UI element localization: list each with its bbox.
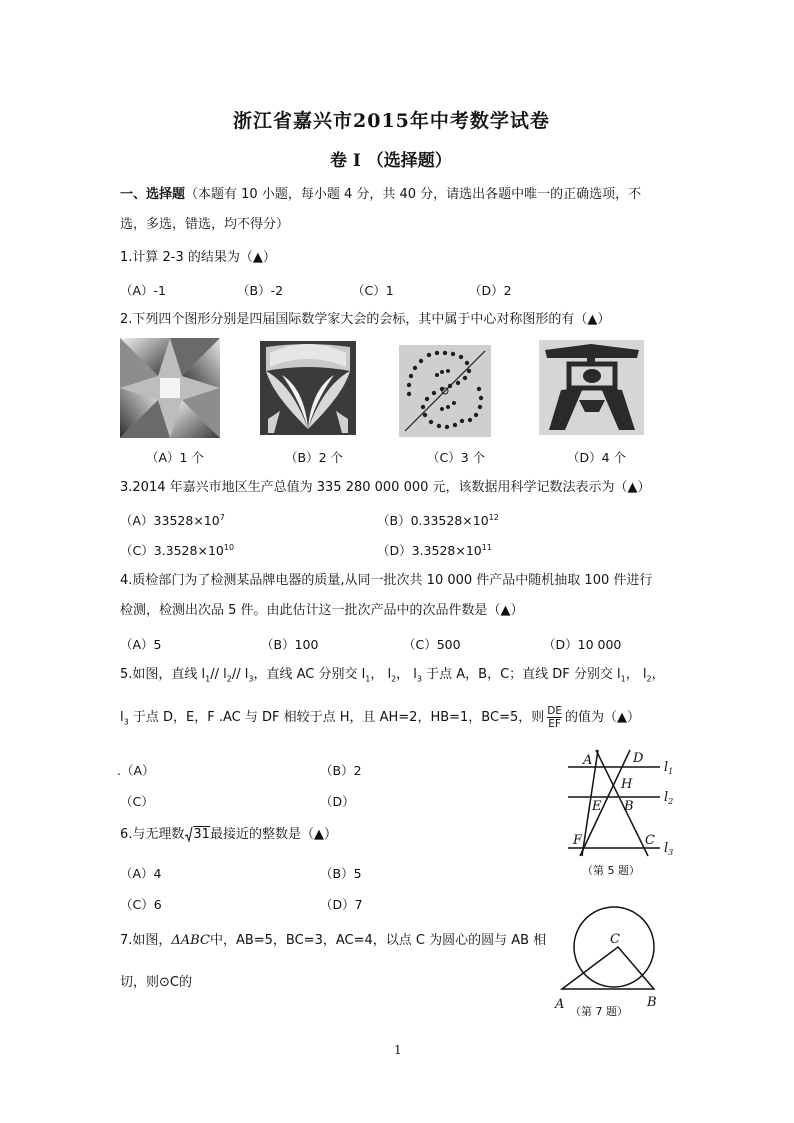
section-desc-line2: 选，多选，错选，均不得分） (120, 217, 290, 232)
q5-label-d: D (633, 751, 644, 766)
q3-option-d: $(D)3.3528\times 10^{11}$ (377, 542, 492, 558)
q5-label-a: A (583, 753, 593, 768)
page-number: 1 (394, 1043, 402, 1057)
q2-option-c: （C）3 个 (427, 450, 486, 465)
q5-label-b: B (624, 799, 634, 814)
q3-option-c: $(C)3.3528\times 10^{10}$ (120, 542, 235, 558)
q7-stem-line1: 7.如图，ΔABC中，AB=5，BC=3，AC=4，以点 C 为圆心的圆与 AB 相 (120, 933, 547, 948)
q2-option-d: （D）4 个 (567, 450, 627, 465)
q4-option-c: （C）500 (403, 637, 461, 652)
q5-figure (560, 740, 685, 880)
q2-stem: 2.下列四个图形分别是四届国际数学家大会的会标，其中属于中心对称图形的有（▲） (120, 312, 611, 327)
q4-option-b: （B）100 (261, 637, 319, 652)
section-subtitle: 卷 I （选择题） (330, 151, 452, 171)
q3-option-b: $(B)0.33528\times 10^{12}$ (377, 512, 499, 528)
q5-label-f: F (573, 833, 583, 848)
q2-option-a: （A）1 个 (146, 450, 204, 465)
q4-stem-line2: 检测，检测出次品 5 件。由此估计这一批次产品中的次品件数是（▲） (120, 603, 524, 618)
q5-label-l2: $l_2$ (664, 790, 674, 806)
q3-option-a: $(A)33528\times 10^7$ (120, 512, 225, 528)
q5-option-c: （C） (120, 794, 154, 809)
q5-option-b: （B）2 (320, 763, 362, 778)
q6-option-d: （D）7 (320, 897, 363, 912)
q1-option-d: （D）2 (469, 283, 512, 298)
q5-label-l1: $l_1$ (664, 760, 674, 776)
section-instructions (120, 186, 641, 204)
q6-option-b: （B）5 (320, 866, 362, 881)
q4-stem-line1: 4.质检部门为了检测某品牌电器的质量,从同一批次共 10 000 件产品中随机抽取 100 件进行 (120, 573, 653, 588)
q7-label-b: B (647, 995, 657, 1010)
q7-stem-line2: 切，则⊙C的 (120, 975, 192, 990)
q1-option-a: （A）-1 (120, 283, 167, 298)
q2-logo-d-image (539, 340, 644, 435)
q4-option-d: （D）10 000 (543, 637, 622, 652)
q7-figure (548, 903, 668, 1023)
q7-label-c: C (610, 932, 620, 947)
q1-option-b: （B）-2 (237, 283, 284, 298)
q4-option-a: （A）5 (120, 637, 162, 652)
section-heading: 一、选择题 (120, 187, 186, 202)
q5-option-d: （D） (320, 794, 355, 809)
q3-stem: 3.2014 年嘉兴市地区生产总值为 335 280 000 000 元，该数据用科学记数法表示为（▲） (120, 480, 651, 495)
q5-label-l3: $l_3$ (664, 841, 674, 857)
q2-option-b: （B）2 个 (285, 450, 344, 465)
q6-option-c: （C）6 (120, 897, 162, 912)
q6-stem: 6.与无理数 31最接近的整数是（▲） (120, 827, 337, 842)
q6-option-a: （A）4 (120, 866, 162, 881)
q7-triangle (562, 947, 654, 989)
q5-label-c: C (645, 833, 655, 848)
q1-option-c: （C）1 (352, 283, 394, 298)
q5-figure-caption: （第 5 题） (582, 864, 640, 877)
q5-stem-line2: $l_3$ 于点 D，E，F .AC 与 DF 相较于点 H，且 AH=2，HB=1，BC=5，则 $\frac{DE}{EF}$ 的值为（▲） (120, 705, 640, 730)
q5-option-a: .（A） (117, 763, 155, 778)
q2-logo-c-image (399, 345, 491, 437)
q2-logo-b-image (260, 341, 356, 435)
q5-label-e: E (592, 799, 602, 814)
q5-label-h: H (621, 777, 633, 792)
q7-label-a: A (555, 997, 565, 1012)
sqrt-symbol: 31 (184, 826, 210, 844)
q7-figure-caption: （第 7 题） (570, 1005, 628, 1018)
q1-stem: 1.计算 2-3 的结果为（▲） (120, 250, 276, 265)
q5-stem-line1: 5.如图，直线 $l_1//$ $l_2//$ $l_3$，直线 AC 分别交 $l_1$， $l_2$， $l_3$ 于点 A，B，C；直线 DF 分别交 $l_1$， $l_2$， (120, 667, 665, 684)
section-desc-line1: （本题有 10 小题，每小题 4 分，共 40 分，请选出各题中唯一的正确选项，不 (185, 187, 642, 202)
exam-title: 浙江省嘉兴市2015年中考数学试卷 (233, 110, 550, 132)
q5-fraction: $\frac{DE}{EF}$ (547, 705, 562, 730)
q2-logo-a-image (120, 338, 220, 438)
